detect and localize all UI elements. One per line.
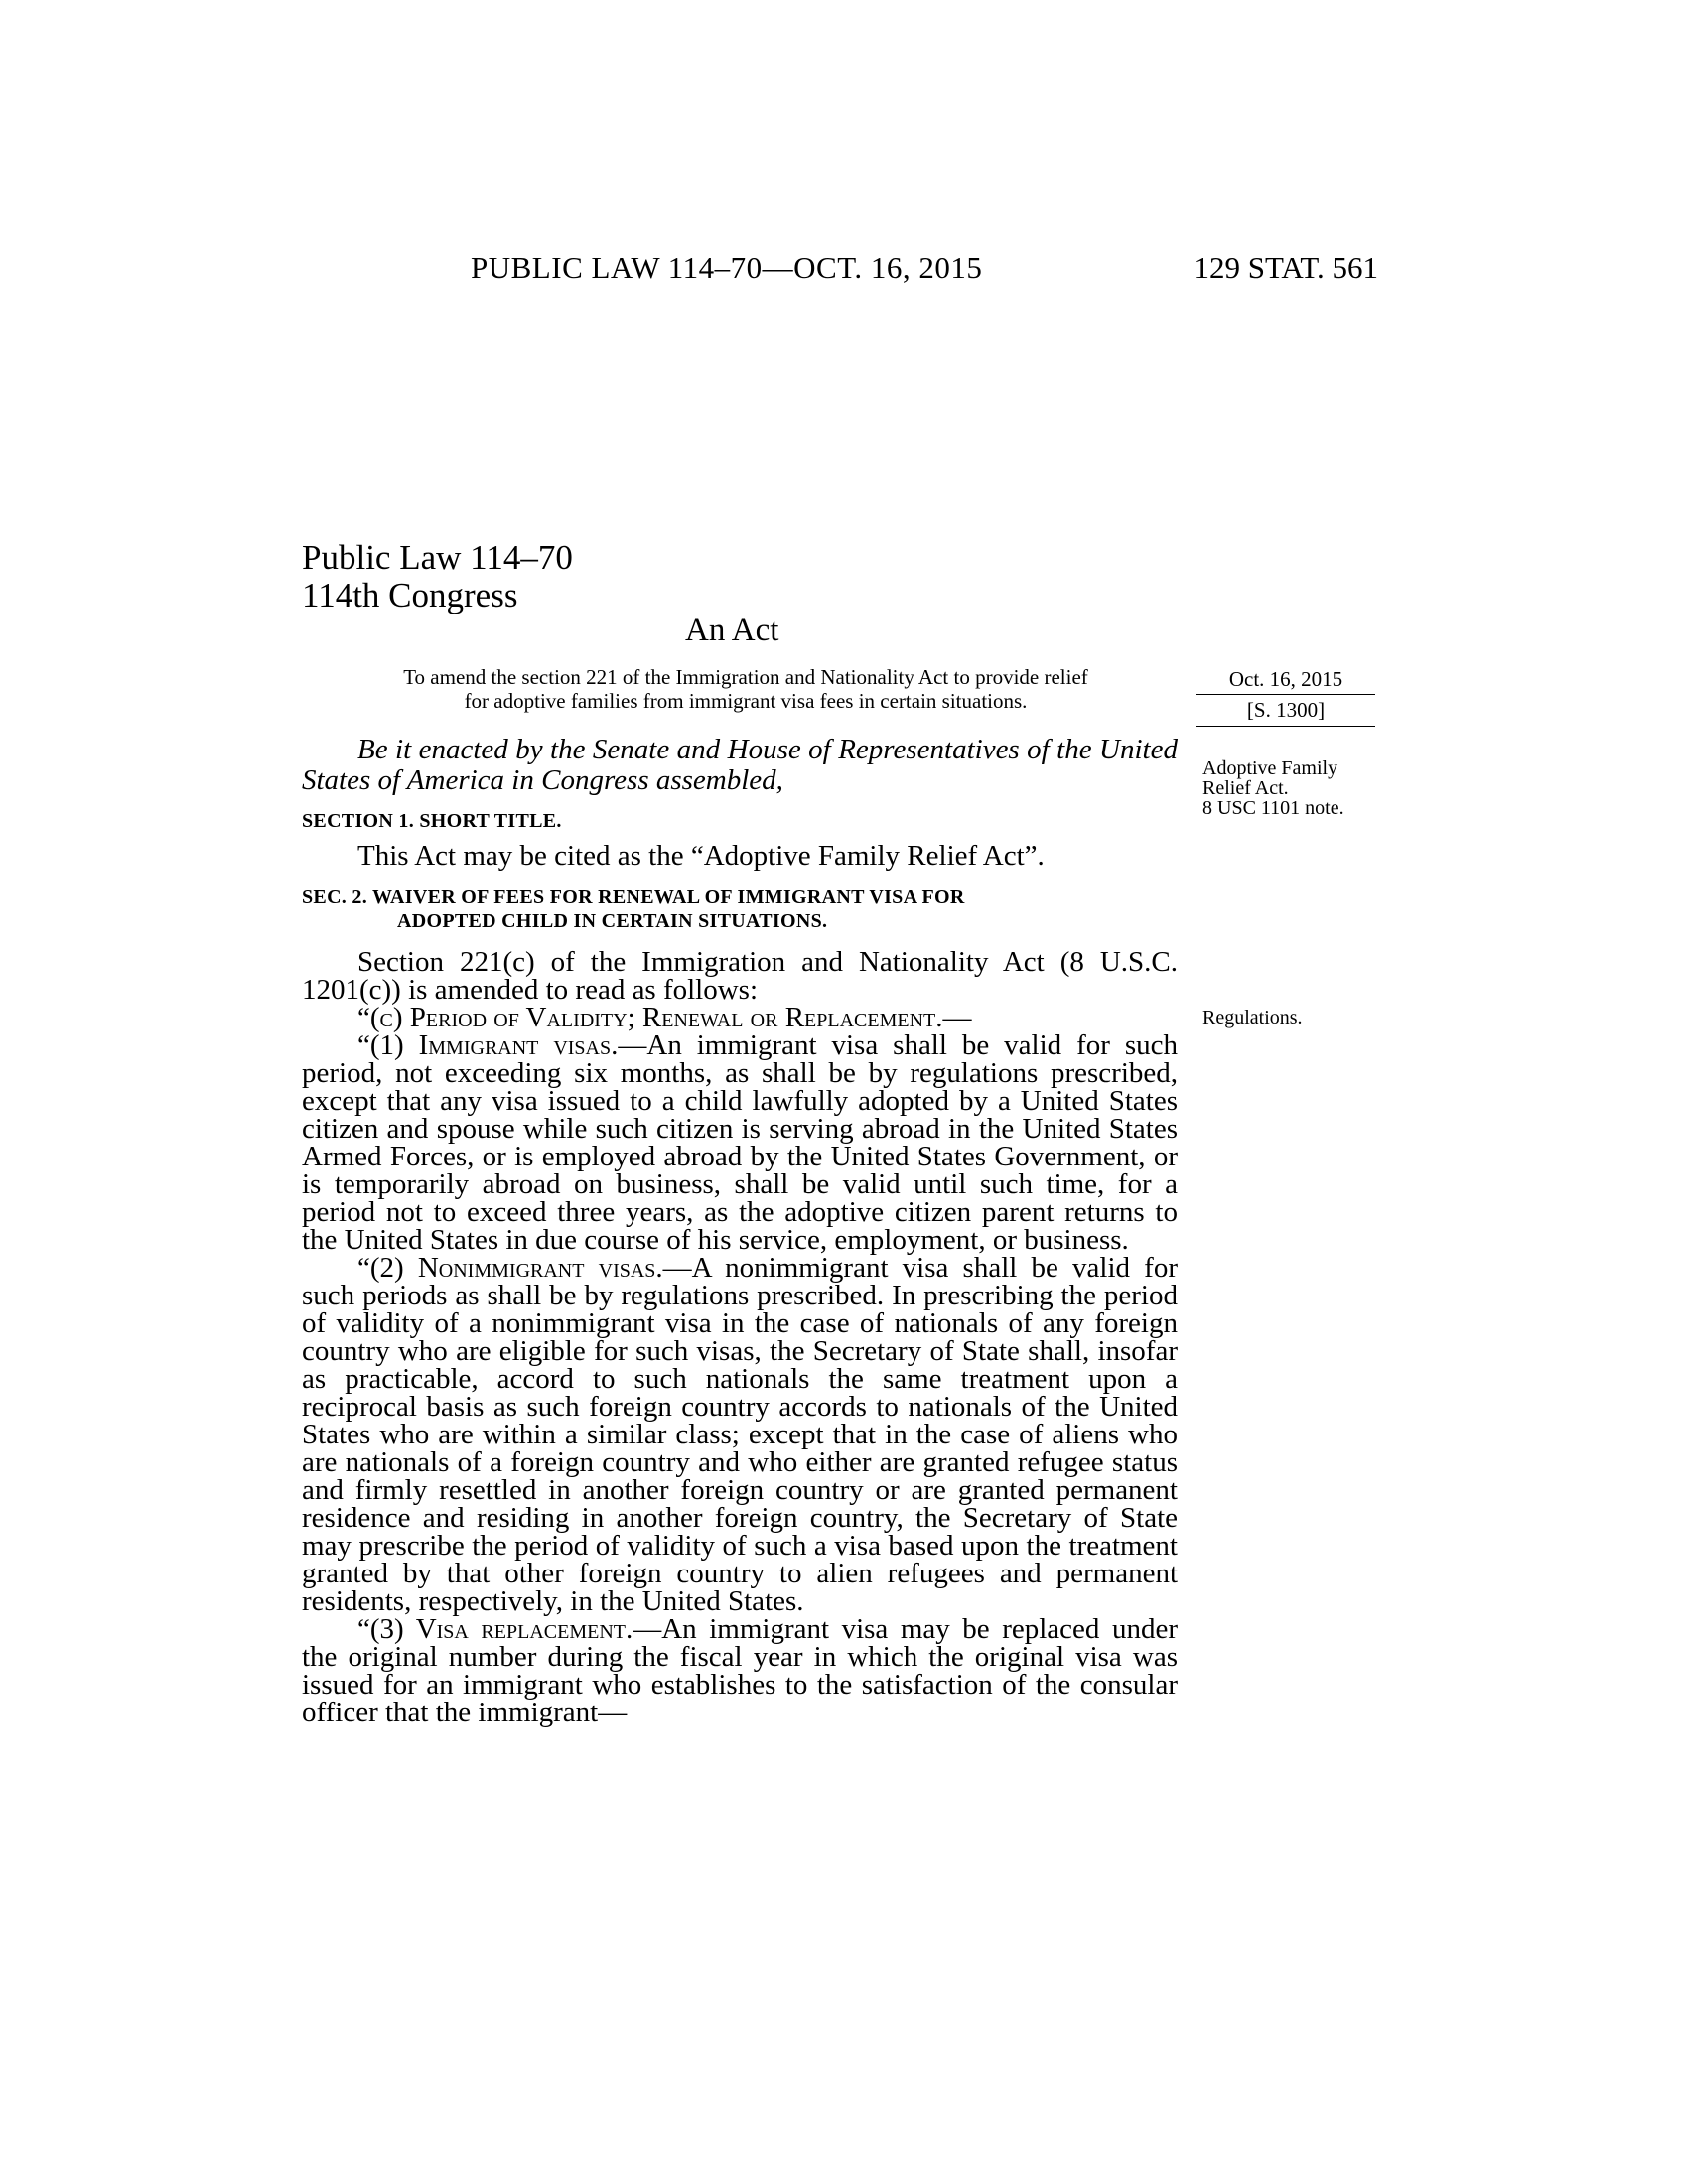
paragraph-1-label: “(1) Immigrant visas. bbox=[357, 1029, 619, 1061]
short-title-margin-note bbox=[1202, 758, 1344, 818]
paragraph-3-label: “(3) Visa replacement. bbox=[357, 1613, 633, 1645]
paragraph-3 bbox=[302, 1615, 1178, 1726]
paragraph-1-text: —An immigrant visa shall be valid for such period, not exceeding six months, as shall be by regulations prescribed, except that any visa issued to a child lawfully adopted by a United States citizen and spouse while such citizen is serving abroad in the United States Armed Forces, or is employed abroad by the United States Government, or is temporarily abroad on business, shall be valid until such time, for a period not to exceed three years, as the adoptive citizen parent returns to the United States in due course of his service, employment, or business. bbox=[302, 1029, 1178, 1256]
section-2-intro: Section 221(c) of the Immigration and Nationality Act (8 U.S.C. 1201(c)) is amended to read as follows: bbox=[302, 946, 1178, 1006]
paragraph-2-label: “(2) Nonimmigrant visas. bbox=[357, 1252, 663, 1284]
section-2-heading-line-2: ADOPTED CHILD IN CERTAIN SITUATIONS. bbox=[397, 910, 828, 932]
regulations-margin-note: Regulations. bbox=[1202, 1007, 1303, 1028]
section-2-heading bbox=[302, 886, 1178, 933]
paragraph-1 bbox=[302, 1031, 1178, 1254]
section-2-heading-line-1: SEC. 2. WAIVER OF FEES FOR RENEWAL OF IMMIGRANT VISA FOR bbox=[302, 887, 965, 908]
purpose-statement bbox=[324, 665, 1168, 713]
paragraph-2-text: —A nonimmigrant visa shall be valid for such periods as shall be by regulations prescribed. In prescribing the period of validity of a nonimmigrant visa in the case of nationals of any foreign country who are eligible for such visas, the Secretary of State shall, insofar as practicable, accord to such nationals the same treatment upon a reciprocal basis as such foreign country accords to nationals of the United States who are within a similar class; except that in the case of aliens who are nationals of a foreign country and who either are granted refugee status and firmly resettled in another foreign country or are granted permanent residence and residing in another foreign country, the Secretary of State may prescribe the period of validity of such a visa based upon the treatment granted by that other foreign country to alien refugees and permanent residents, respectively, in the United States. bbox=[302, 1252, 1178, 1617]
bill-rule bbox=[1196, 726, 1375, 727]
section-1-text: This Act may be cited as the “Adoptive Family Relief Act”. bbox=[357, 840, 1045, 872]
law-number: Public Law 114–70 bbox=[302, 538, 573, 577]
margin-note-line-1: Adoptive Family bbox=[1202, 757, 1338, 779]
paragraph-3-text: —An immigrant visa may be replaced under the original number during the fiscal year in which the original visa was issued for an immigrant who establishes to the satisfaction of the consular officer that the immigrant— bbox=[302, 1613, 1178, 1728]
running-head: PUBLIC LAW 114–70—OCT. 16, 2015 bbox=[471, 250, 983, 285]
enacting-clause: Be it enacted by the Senate and House of Representatives of the United States of America in Congress assembled, bbox=[302, 734, 1178, 796]
purpose-line-1: To amend the section 221 of the Immigration and Nationality Act to provide relief bbox=[403, 665, 1088, 689]
enactment-date: Oct. 16, 2015 bbox=[1228, 667, 1343, 691]
paragraph-2 bbox=[302, 1254, 1178, 1615]
bill-number: [S. 1300] bbox=[1246, 698, 1326, 722]
act-label: An Act bbox=[685, 613, 779, 648]
statute-citation: 129 STAT. 561 bbox=[1194, 250, 1378, 285]
congress-number: 114th Congress bbox=[302, 576, 518, 614]
subsection-c-heading: “(c) Period of Validity; Renewal or Replacement.— bbox=[357, 1002, 972, 1033]
enactment-date-note bbox=[1196, 667, 1375, 727]
law-title-block bbox=[302, 539, 573, 614]
margin-note-line-2: Relief Act. bbox=[1202, 777, 1289, 799]
margin-note-line-3: 8 USC 1101 note. bbox=[1202, 797, 1344, 819]
section-1-heading: SECTION 1. SHORT TITLE. bbox=[302, 810, 562, 832]
section-2-body bbox=[302, 948, 1178, 1726]
purpose-line-2: for adoptive families from immigrant visa fees in certain situations. bbox=[464, 689, 1028, 713]
date-rule bbox=[1196, 694, 1375, 695]
